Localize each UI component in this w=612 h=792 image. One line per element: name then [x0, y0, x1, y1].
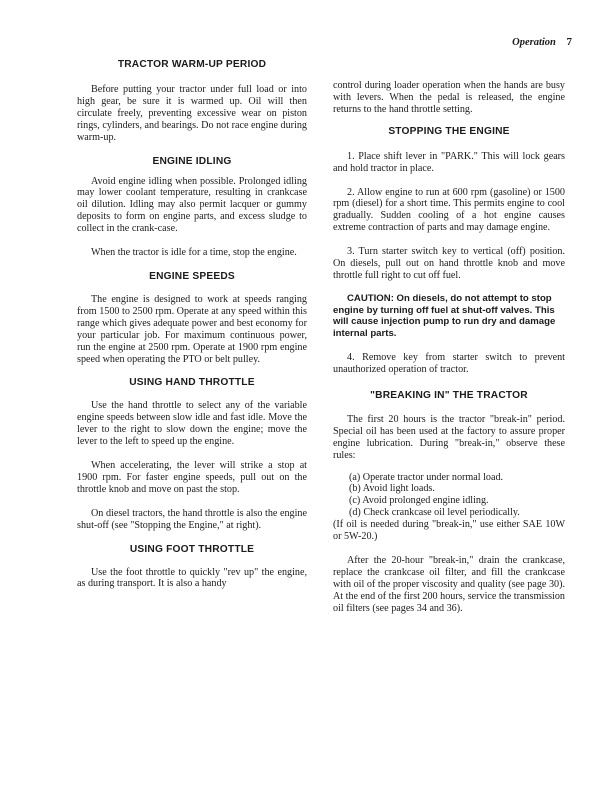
- paragraph-breakin-1: The first 20 hours is the tractor "break-in" period. Special oil has been used at the factory to assure proper engine lubrication. During "break-in," observe these rules:: [333, 413, 565, 461]
- section-name: Operation: [512, 37, 556, 48]
- paragraph-hand-1: Use the hand throttle to select any of the variable engine speeds between slow idle and fast idle. Move the lever to the right to slow down the engine; move the lever to the left to speed up the engine.: [77, 400, 307, 448]
- right-column: [333, 56, 565, 614]
- step-stop-3: 3. Turn starter switch key to vertical (off) position. On diesels, pull out on hand throttle knob and move throttle full right to cut off fuel.: [333, 246, 565, 281]
- heading-stopping: STOPPING THE ENGINE: [388, 125, 510, 137]
- page-number: 7: [566, 36, 572, 48]
- heading-foot-throttle: USING FOOT THROTTLE: [129, 543, 255, 555]
- breakin-rules-list: [333, 472, 565, 520]
- heading-hand-throttle: USING HAND THROTTLE: [129, 377, 255, 389]
- list-item: (b) Avoid light loads.: [349, 483, 435, 495]
- paragraph-speeds: The engine is designed to work at speeds ranging from 1500 to 2500 rpm. Operate at any speed within this range which gives adequate power and best economy for your particular job. For maximum continuous power, run the engine at 2500 rpm. Operate at 1900 rpm engine speed when operating the PTO or belt pulley.: [77, 293, 307, 365]
- list-item: (d) Check crankcase oil level periodically.: [349, 507, 520, 519]
- paragraph-warmup: Before putting your tractor under full load or into high gear, be sure it is warmed up. Oil will then circulate freely, preventing excessive wear on piston rings, cylinders, and bearings. Do not race engine during warm-up.: [77, 84, 307, 143]
- heading-speeds: ENGINE SPEEDS: [149, 270, 235, 282]
- page-header: [512, 36, 572, 49]
- list-item: (a) Operate tractor under normal load.: [349, 471, 504, 483]
- caution-note: CAUTION: On diesels, do not attempt to stop engine by turning off fuel at shut-off valves. This will cause injection pump to run dry and damage internal parts.: [333, 292, 556, 340]
- step-stop-4: 4. Remove key from starter switch to prevent unauthorized operation of tractor.: [333, 352, 565, 375]
- rules-note: (If oil is needed during "break-in," use either SAE 10W or 5W-20.): [333, 519, 565, 543]
- paragraph-hand-3: On diesel tractors, the hand throttle is also the engine shut-off (see "Stopping the Engine," at right).: [77, 507, 307, 531]
- heading-breaking-in: "BREAKING IN" THE TRACTOR: [370, 389, 528, 401]
- heading-idling: ENGINE IDLING: [152, 155, 232, 167]
- step-stop-1: 1. Place shift lever in "PARK." This will lock gears and hold tractor in place.: [333, 150, 565, 174]
- step-stop-2: 2. Allow engine to run at 600 rpm (gasoline) or 1500 rpm (diesel) for a short time. This permits engine to cool gradually. Sudden cooling of a hot engine causes extreme contraction of parts and may damage engine.: [333, 186, 565, 234]
- paragraph-hand-2: When accelerating, the lever will strike a stop at 1900 rpm. For faster engine speeds, pull out on the throttle knob and move on past the stop.: [77, 460, 307, 495]
- left-column: [77, 56, 307, 590]
- list-item: (c) Avoid prolonged engine idling.: [349, 495, 489, 507]
- heading-warmup: TRACTOR WARM-UP PERIOD: [117, 59, 267, 70]
- paragraph-foot-1: Use the foot throttle to quickly "rev up" the engine, as during transport. It is also a handy: [77, 566, 307, 590]
- paragraph-idling-2: When the tractor is idle for a time, stop the engine.: [91, 247, 297, 259]
- paragraph-foot-continued: control during loader operation when the hands are busy with levers. When the pedal is released, the engine returns to the hand throttle setting.: [333, 80, 565, 115]
- paragraph-breakin-2: After the 20-hour "break-in," drain the crankcase, replace the crankcase oil filter, and fill the crankcase with oil of the proper viscosity and quality (see page 30). At the end of the first 200 hours, service the transmission oil filters (see pages 34 and 36).: [333, 554, 565, 614]
- paragraph-idling-1: Avoid engine idling when possible. Prolonged idling may lower coolant temperature, resulting in crankcase oil dilution. Idling may also permit lacquer or gummy deposits to form on engine parts, and excess sludge to collect in the crank-case.: [77, 175, 307, 235]
